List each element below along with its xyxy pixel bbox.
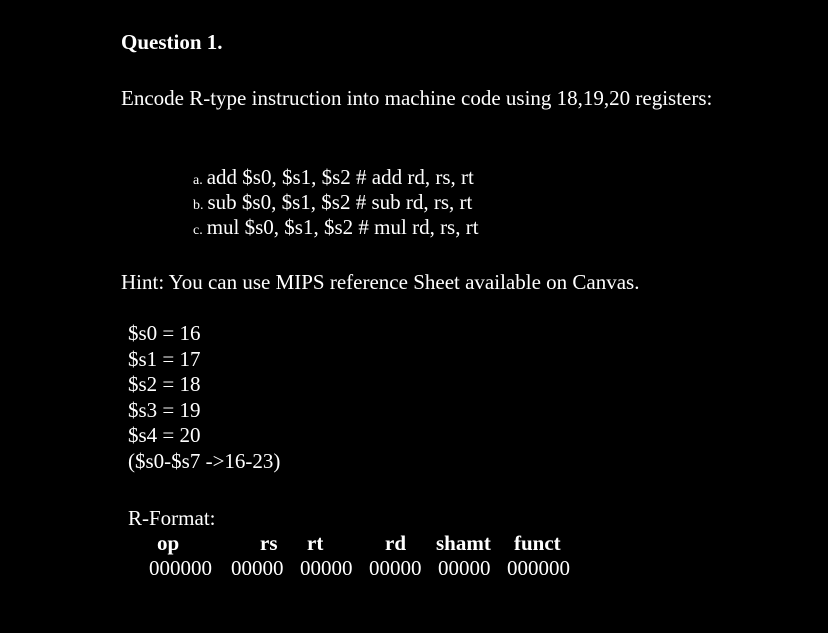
list-marker: a. bbox=[193, 173, 203, 188]
field-name-shamt: shamt bbox=[436, 531, 491, 555]
field-name-rd: rd bbox=[385, 531, 406, 555]
register-line: $s2 = 18 bbox=[128, 372, 201, 396]
field-name-rs: rs bbox=[260, 531, 278, 555]
field-name-funct: funct bbox=[514, 531, 561, 555]
register-list bbox=[128, 321, 280, 474]
instruction-text: mul $s0, $s1, $s2 # mul rd, rs, rt bbox=[206, 215, 479, 239]
instruction-item-b bbox=[193, 190, 479, 215]
rformat-table bbox=[0, 531, 828, 591]
instruction-text: add $s0, $s1, $s2 # add rd, rs, rt bbox=[206, 165, 474, 189]
list-marker: b. bbox=[193, 198, 204, 213]
field-bits-rs: 00000 bbox=[231, 556, 284, 580]
instruction-item-c bbox=[193, 215, 479, 240]
instruction-list bbox=[193, 165, 479, 240]
question-intro: Encode R-type instruction into machine code using 18,19,20 registers: bbox=[121, 86, 713, 110]
register-line: $s1 = 17 bbox=[128, 346, 201, 371]
register-line: $s0 = 16 bbox=[128, 321, 201, 345]
rformat-label: R-Format: bbox=[128, 506, 216, 530]
register-line: $s4 = 20 bbox=[128, 423, 201, 447]
field-bits-rd: 00000 bbox=[369, 556, 422, 580]
field-name-op: op bbox=[157, 531, 180, 555]
field-name-rt: rt bbox=[307, 531, 324, 555]
instruction-text: sub $s0, $s1, $s2 # sub rd, rs, rt bbox=[207, 190, 473, 214]
list-marker: c. bbox=[193, 223, 203, 238]
field-bits-shamt: 00000 bbox=[438, 556, 491, 580]
question-title: Question 1. bbox=[121, 30, 223, 54]
field-bits-funct: 000000 bbox=[507, 556, 570, 580]
hint-text: Hint: You can use MIPS reference Sheet available on Canvas. bbox=[121, 270, 640, 294]
field-bits-op: 000000 bbox=[149, 556, 212, 580]
instruction-item-a bbox=[193, 165, 479, 190]
field-bits-rt: 00000 bbox=[300, 556, 353, 580]
register-range-note: ($s0-$s7 ->16-23) bbox=[128, 448, 281, 473]
register-line: $s3 = 19 bbox=[128, 397, 201, 422]
